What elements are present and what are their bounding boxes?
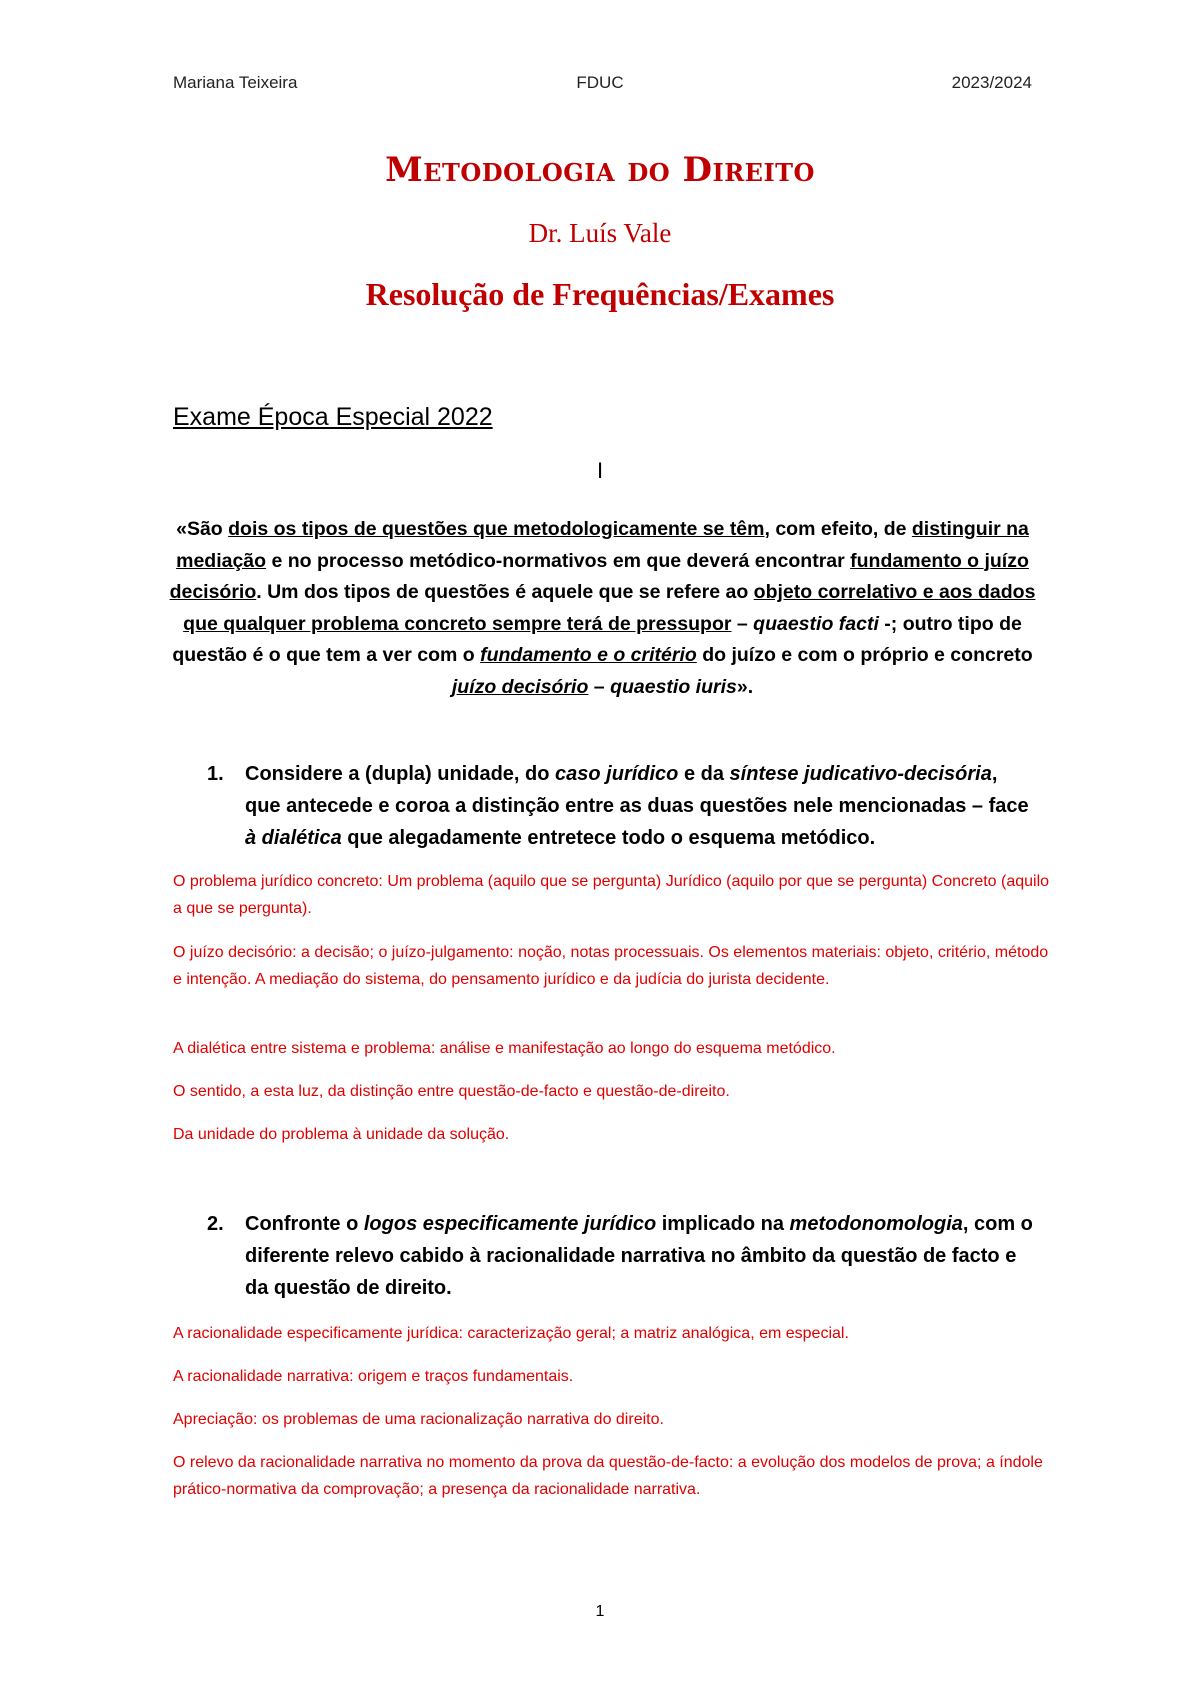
question-1 — [207, 758, 1037, 854]
quote-text: e no processo metódico-normativos em que deverá encontrar — [266, 549, 851, 572]
quote-underlined-italic: juízo decisório — [451, 675, 589, 698]
question-text-part: , com o diferente relevo cabido à racionalidade narrativa no âmbito da questão de facto e da questão de direito. — [245, 1213, 1033, 1299]
question-text-part: que alegadamente entretece todo o esquema metódico. — [341, 827, 876, 849]
answer-paragraph: A racionalidade especificamente jurídica: caracterização geral; a matriz analógica, em especial. — [173, 1325, 849, 1342]
answer-paragraph: O relevo da racionalidade narrativa no momento da prova da questão-de-facto: a evolução dos modelos de prova; a índole prático-normativa da comprovação; a presença da racionalidade narrativa. — [173, 1454, 1043, 1498]
question-number: 1. — [207, 763, 224, 785]
document-author: Dr. Luís Vale — [528, 218, 672, 248]
question-text-part: implicado na — [656, 1213, 790, 1235]
section-number: I — [596, 458, 604, 483]
answer-paragraph: A dialética entre sistema e problema: análise e manifestação ao longo do esquema metódico. — [173, 1040, 836, 1057]
quote-text: , com efeito, de — [764, 518, 912, 540]
quote-italic: quaestio facti — [753, 612, 879, 635]
question-text-part: Considere a (dupla) unidade, do — [245, 763, 556, 785]
question-text — [245, 758, 1037, 854]
answer-paragraph: A racionalidade narrativa: origem e traços fundamentais. — [173, 1368, 574, 1385]
header-year: 2023/2024 — [951, 73, 1032, 92]
question-italic: metodonomologia — [789, 1213, 963, 1235]
header-author: Mariana Teixeira — [173, 73, 298, 92]
quote-text: -; outro tipo de questão é o que tem a ver com o — [172, 612, 1022, 666]
quote-italic: quaestio iuris — [610, 675, 737, 698]
question-text-part: , que antecede e coroa a distinção entre as duas questões nele mencionadas – face — [245, 763, 1029, 817]
answer-paragraph: O sentido, a esta luz, da distinção entre questão-de-facto e questão-de-direito. — [173, 1083, 730, 1100]
question-text — [245, 1208, 1037, 1304]
header-institution: FDUC — [576, 73, 624, 92]
quote-underlined: dois os tipos de questões que metodologicamente se têm — [228, 518, 765, 540]
answer-paragraph: Apreciação: os problemas de uma racionalização narrativa do direito. — [173, 1411, 664, 1428]
question-italic: logos especificamente jurídico — [363, 1213, 657, 1235]
answer-paragraph: O juízo decisório: a decisão; o juízo-julgamento: noção, notas processuais. Os elementos materiais: objeto, critério, método e intenção. A mediação do sistema, do pensamento jurídico e da judícia do jurista decidente. — [173, 944, 1049, 988]
quote-underlined: fundamento o juízo decisório — [169, 549, 1029, 603]
quote-text: do juízo e com o próprio e concreto — [696, 644, 1033, 666]
quote-text: – — [588, 675, 611, 698]
quote-text: – — [731, 612, 754, 635]
quote-text: ». — [736, 675, 754, 698]
answer-paragraph: Da unidade do problema à unidade da solução. — [173, 1126, 510, 1143]
question-text-part: e da — [678, 763, 730, 785]
question-2 — [207, 1208, 1037, 1304]
question-text-part: Confronte o — [245, 1213, 364, 1235]
answer-paragraph: O problema jurídico concreto: Um problema (aquilo que se pergunta) Jurídico (aquilo por que se pergunta) Concreto (aquilo a que se pergunta). — [173, 873, 1050, 917]
document-title: Metodologia do Direito — [385, 150, 815, 190]
question-number: 2. — [207, 1213, 224, 1235]
exam-title: Exame Época Especial 2022 — [173, 403, 493, 431]
question-italic: caso jurídico — [555, 763, 679, 785]
quote-text: «São — [176, 518, 229, 540]
quote-underlined: distinguir na mediação — [176, 518, 1029, 572]
quote-text: . Um dos tipos de questões é aquele que se refere ao — [256, 581, 754, 603]
question-italic: à dialética — [245, 827, 342, 849]
page-number: 1 — [595, 1603, 605, 1620]
question-italic: síntese judicativo-decisória — [729, 763, 992, 785]
quote-underlined: objeto correlativo e aos dados que qualquer problema concreto sempre terá de pressupor — [183, 581, 1036, 635]
exam-quote — [165, 514, 1040, 703]
quote-underlined-italic: fundamento e o critério — [480, 644, 697, 666]
document-subtitle: Resolução de Frequências/Exames — [365, 276, 835, 312]
